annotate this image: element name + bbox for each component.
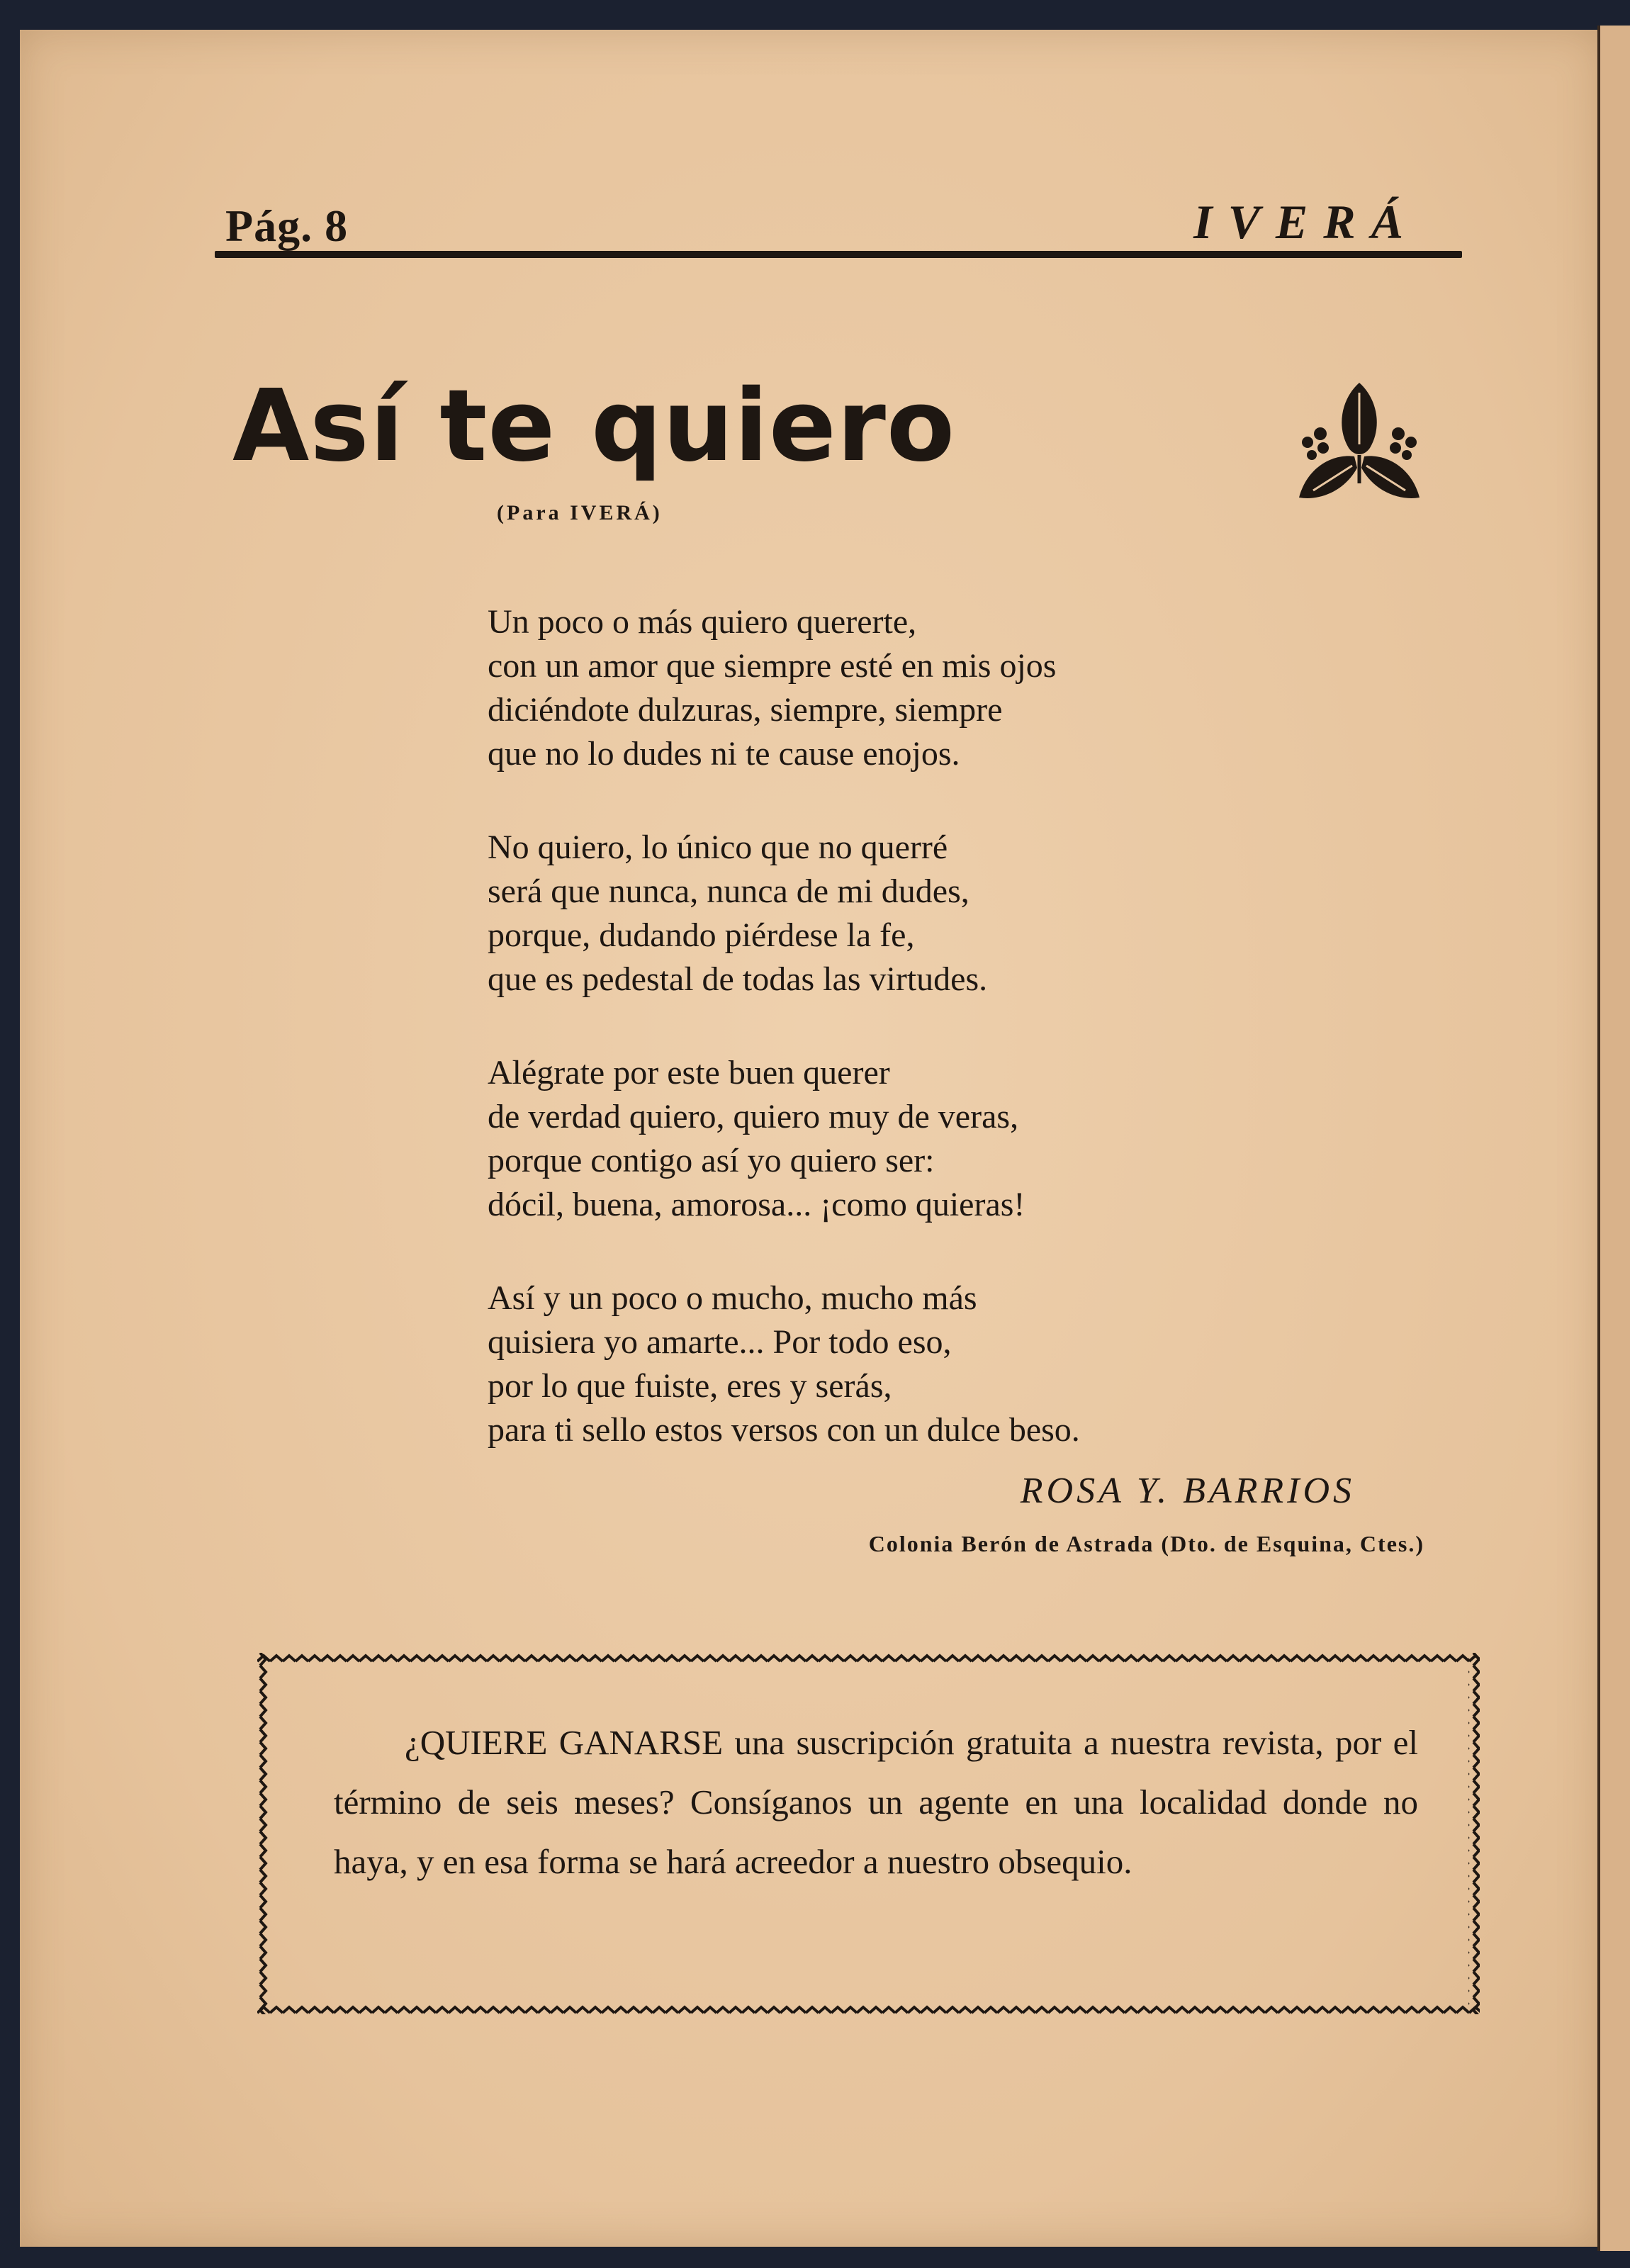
- magazine-page: [20, 30, 1602, 2247]
- header-rule: [215, 251, 1462, 258]
- author-location: Colonia Berón de Astrada (Dto. de Esquina, Ctes.): [868, 1531, 1424, 1556]
- leaf-flower-icon: [1292, 377, 1427, 519]
- poem-line: que es pedestal de todas las virtudes.: [488, 960, 988, 998]
- poem-line: será que nunca, nunca de mi dudes,: [488, 872, 969, 910]
- poem-line: Así y un poco o mucho, mucho más: [488, 1279, 977, 1317]
- poem-line: Un poco o más quiero quererte,: [488, 603, 917, 641]
- poem-line: No quiero, lo único que no querré: [488, 829, 948, 866]
- subscription-notice: [257, 1653, 1480, 2014]
- right-leaf: [1361, 456, 1420, 498]
- poem-line: quisiera yo amarte... Por todo eso,: [488, 1323, 952, 1361]
- poem-line: por lo que fuiste, eres y serás,: [488, 1367, 892, 1405]
- adjacent-page-edge: [1597, 26, 1630, 2251]
- page-number: Pág. 8: [225, 201, 349, 251]
- poem-line: con un amor que siempre esté en mis ojos: [488, 647, 1057, 685]
- poem-author: ROSA Y. BARRIOS: [1020, 1471, 1355, 1511]
- poem-line: que no lo dudes ni te cause enojos.: [488, 735, 960, 773]
- magazine-title: IVERÁ: [1193, 195, 1419, 249]
- notice-text: [334, 1713, 1418, 1892]
- stanza: [488, 1276, 1444, 1452]
- stanza: [488, 826, 1444, 1001]
- notice-lead: ¿QUIERE GANARSE: [405, 1723, 724, 1762]
- poem-line: de verdad quiero, quiero muy de veras,: [488, 1098, 1019, 1135]
- stanza: [488, 600, 1444, 776]
- poem-line: para ti sello estos versos con un dulce beso.: [488, 1411, 1080, 1449]
- notice-body: una suscripción gratuita a nuestra revista, por el término de seis meses? Consíganos un agente en una localidad donde no haya, y en esa forma se hará acreedor a nuestro obsequio.: [334, 1723, 1418, 1881]
- poem-line: dócil, buena, amorosa... ¡como quieras!: [488, 1186, 1025, 1223]
- poem-line: porque contigo así yo quiero ser:: [488, 1142, 935, 1179]
- poem-dedication: (Para IVERÁ): [497, 501, 663, 524]
- stanza: [488, 1051, 1444, 1227]
- poem-body: [488, 600, 1444, 1502]
- poem-title: Así te quiero: [232, 369, 956, 484]
- left-leaf: [1299, 456, 1357, 498]
- poem-line: Alégrate por este buen querer: [488, 1054, 890, 1091]
- poem-line: porque, dudando piérdese la fe,: [488, 916, 915, 954]
- poem-line: diciéndote dulzuras, siempre, siempre: [488, 691, 1003, 729]
